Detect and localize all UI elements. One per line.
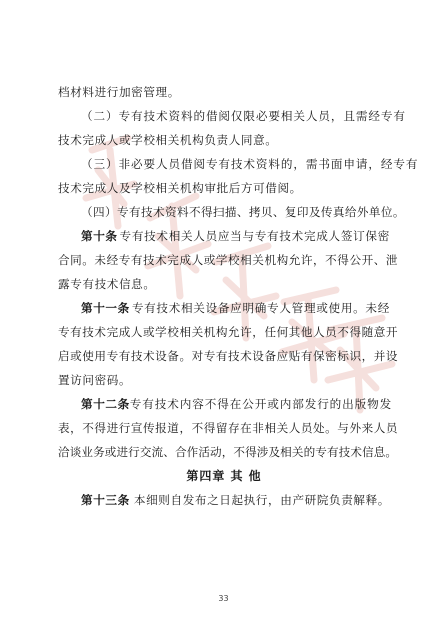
article-label: 第十条 bbox=[81, 229, 118, 243]
article-11-line: 第十一条 专有技术相关设备应明确专人管理或使用。未经 bbox=[58, 296, 390, 320]
text-line: 专有技术完成人或学校相关机构允许，任何其他人员不得随意开 bbox=[58, 325, 399, 339]
paragraph-line: （三）非必要人员借阅专有技术资料的，需书面申请，经专有 bbox=[81, 157, 419, 171]
text-line: 启或使用专有技术设备。对专有技术设备应贴有保密标识，并设 bbox=[58, 349, 399, 363]
text-line: 洽谈业务或进行交流、合作活动，不得涉及相关的专有技术信息。 bbox=[58, 445, 398, 459]
text-line: 合同。未经专有技术完成人或学校相关机构允许，不得公开、泄 bbox=[58, 253, 399, 267]
article-label: 第十三条 bbox=[81, 493, 130, 507]
article-label: 第十二条 bbox=[81, 397, 130, 411]
document-body bbox=[58, 80, 419, 512]
text-line: 露专有技术信息。 bbox=[58, 277, 156, 291]
text-line: 档材料进行加密管理。 bbox=[58, 85, 180, 99]
article-label: 第十一条 bbox=[81, 301, 130, 315]
page-number: 33 bbox=[218, 594, 229, 603]
article-10-line: 第十条 专有技术相关人员应当与专有技术完成人签订保密 bbox=[58, 224, 390, 248]
text-line: 置访问密码。 bbox=[58, 373, 132, 387]
text-line: 技术完成人及学校相关机构审批后方可借阅。 bbox=[58, 181, 302, 195]
paragraph-line: （二）专有技术资料的借阅仅限必要相关人员，且需经专有 bbox=[81, 109, 406, 123]
text-line: 表，不得进行宣传报道，不得留存在非相关人员处。与外来人员 bbox=[58, 421, 399, 435]
article-12-line: 第十二条 专有技术内容不得在公开或内部发行的出版物发 bbox=[58, 392, 390, 416]
chapter-title: 第四章 其 他 bbox=[186, 469, 262, 483]
text-line: 技术完成人或学校相关机构负责人同意。 bbox=[58, 133, 278, 147]
article-13-line: 第十三条 本细则自发布之日起执行，由产研院负责解释。 bbox=[58, 488, 390, 512]
paragraph-line: （四）专有技术资料不得扫描、拷贝、复印及传真给外单位。 bbox=[81, 205, 405, 219]
